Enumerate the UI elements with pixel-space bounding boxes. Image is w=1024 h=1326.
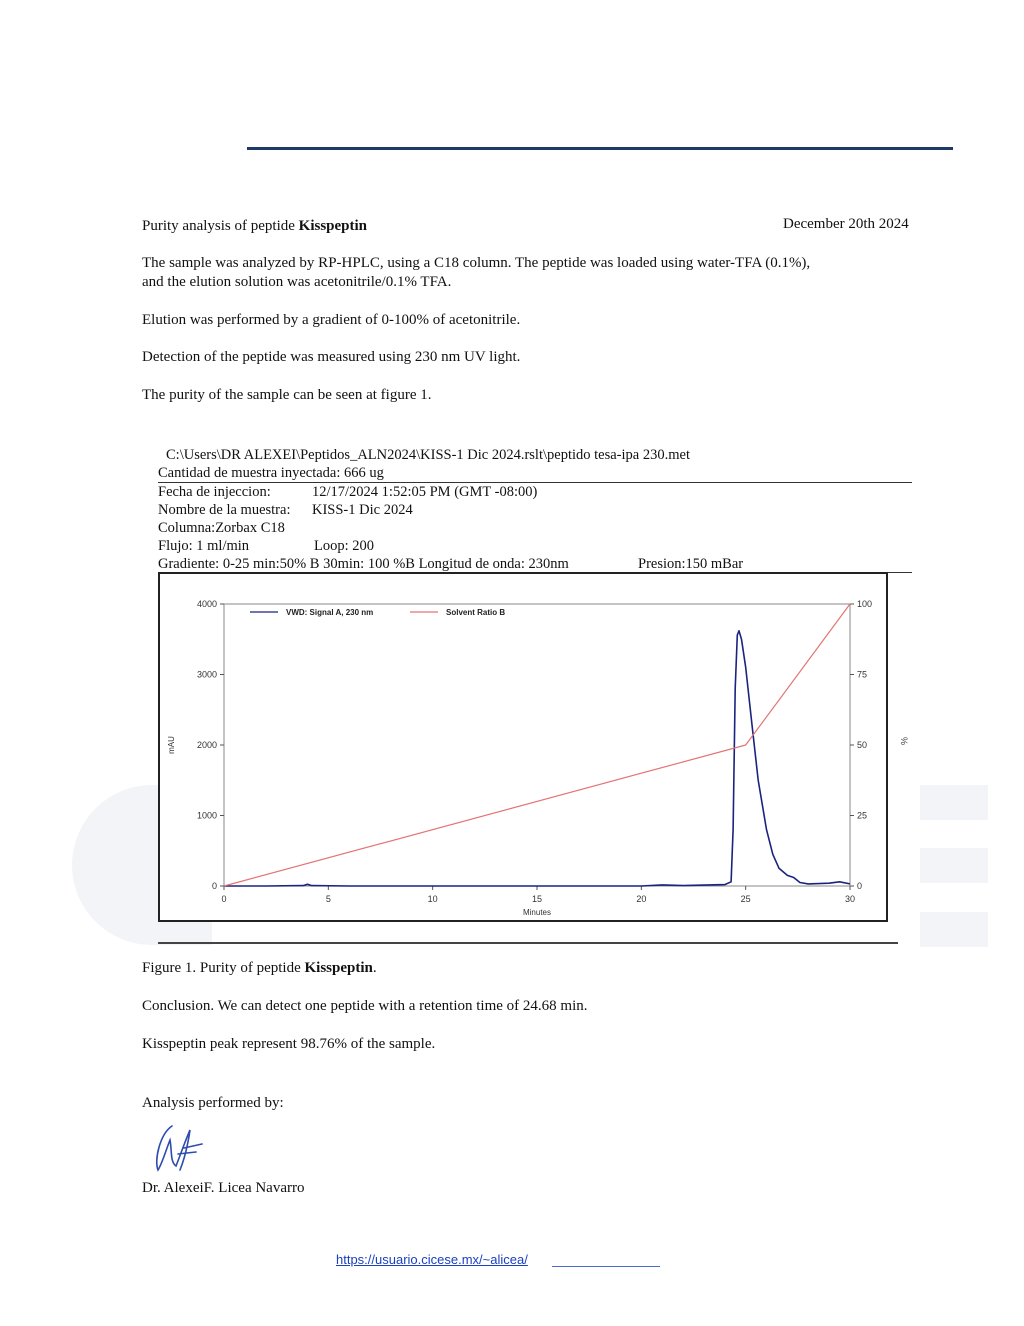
analyst-name: Dr. AlexeiF. Licea Navarro [142,1180,305,1196]
y-tick-label: 0 [211,881,217,891]
figure-caption [142,959,377,978]
y2-tick-label: 25 [857,810,868,821]
meta-rule-top [158,482,912,483]
x-axis-label: Minutes [522,908,552,917]
sample-name-label: Nombre de la muestra: [158,502,291,518]
column-info: Columna:Zorbax C18 [158,520,285,536]
caption-prefix: Figure 1. Purity of peptide [142,960,305,976]
y2-tick-label: 100 [857,599,873,609]
gradient-info: Gradiente: 0-25 min:50% B 30min: 100 %B Longitud de onda: 230nm [158,556,569,572]
x-tick-label: 0 [221,894,227,904]
paragraph-elution: Elution was performed by a gradient of 0-100% of acetonitrile. [142,312,521,328]
x-tick-label: 10 [427,894,438,904]
x-tick-label: 25 [740,894,751,904]
footer-link-underline [552,1266,660,1267]
footer-url-link[interactable]: https://usuario.cicese.mx/~alicea/ [336,1252,528,1267]
injection-date-value: 12/17/2024 1:52:05 PM (GMT -08:00) [312,484,538,500]
paragraph-method-line1: The sample was analyzed by RP-HPLC, using a C18 column. The peptide was loaded using water-TFA (0.1%), [142,255,811,271]
chromatogram-chart [158,572,888,922]
series-line-2 [224,604,850,886]
chromatogram-svg [160,574,886,920]
x-tick-label: 30 [844,894,856,904]
document-title [142,217,367,236]
watermark-bar-2 [920,848,988,883]
injected-amount: Cantidad de muestra inyectada: 666 ug [158,465,384,481]
performed-by-label: Analysis performed by: [142,1095,284,1111]
paragraph-detection: Detection of the peptide was measured using 230 nm UV light. [142,349,521,365]
pressure-info: Presion:150 mBar [638,556,744,572]
x-tick-label: 15 [531,894,543,904]
conclusion-purity: Kisspeptin peak represent 98.76% of the sample. [142,1036,436,1052]
watermark-bar-1 [920,785,988,820]
flow-rate: Flujo: 1 ml/min [158,538,250,554]
y2-tick-label: 0 [857,881,863,891]
caption-suffix: . [372,960,377,976]
loop-volume: Loop: 200 [314,538,375,554]
y-axis-label: mAU [167,736,176,754]
run-file-path: C:\Users\DR ALEXEI\Peptidos_ALN2024\KISS-1 Dic 2024.rslt\peptido tesa-ipa 230.met [166,447,690,463]
y-tick-label: 1000 [196,810,217,821]
peptide-name: Kisspeptin [298,218,368,234]
header-rule [247,147,953,150]
y-tick-label: 3000 [196,669,217,680]
y2-axis-label: % [899,736,910,746]
y-tick-label: 4000 [196,599,217,609]
figure-rule [158,942,898,944]
document-date: December 20th 2024 [783,216,909,232]
series-line-1 [224,631,850,886]
legend-label-2: Solvent Ratio B [446,608,506,617]
caption-peptide: Kisspeptin [304,960,373,976]
signature-image [150,1120,220,1175]
sample-name-value: KISS-1 Dic 2024 [312,502,413,518]
x-tick-label: 20 [636,894,647,904]
y2-tick-label: 50 [857,740,868,750]
paragraph-purity: The purity of the sample can be seen at figure 1. [142,387,432,403]
y2-tick-label: 75 [857,669,868,680]
legend-label-1: VWD: Signal A, 230 nm [286,608,374,617]
paragraph-method-line2: and the elution solution was acetonitrile/0.1% TFA. [142,274,452,290]
injection-date-label: Fecha de injeccion: [158,484,271,500]
watermark-bar-3 [920,912,988,947]
title-prefix: Purity analysis of peptide [142,218,299,234]
plot-frame [224,604,850,886]
x-tick-label: 5 [325,894,331,904]
y-tick-label: 2000 [196,740,217,750]
conclusion-retention: Conclusion. We can detect one peptide with a retention time of 24.68 min. [142,998,588,1014]
paragraph-method [142,254,932,292]
